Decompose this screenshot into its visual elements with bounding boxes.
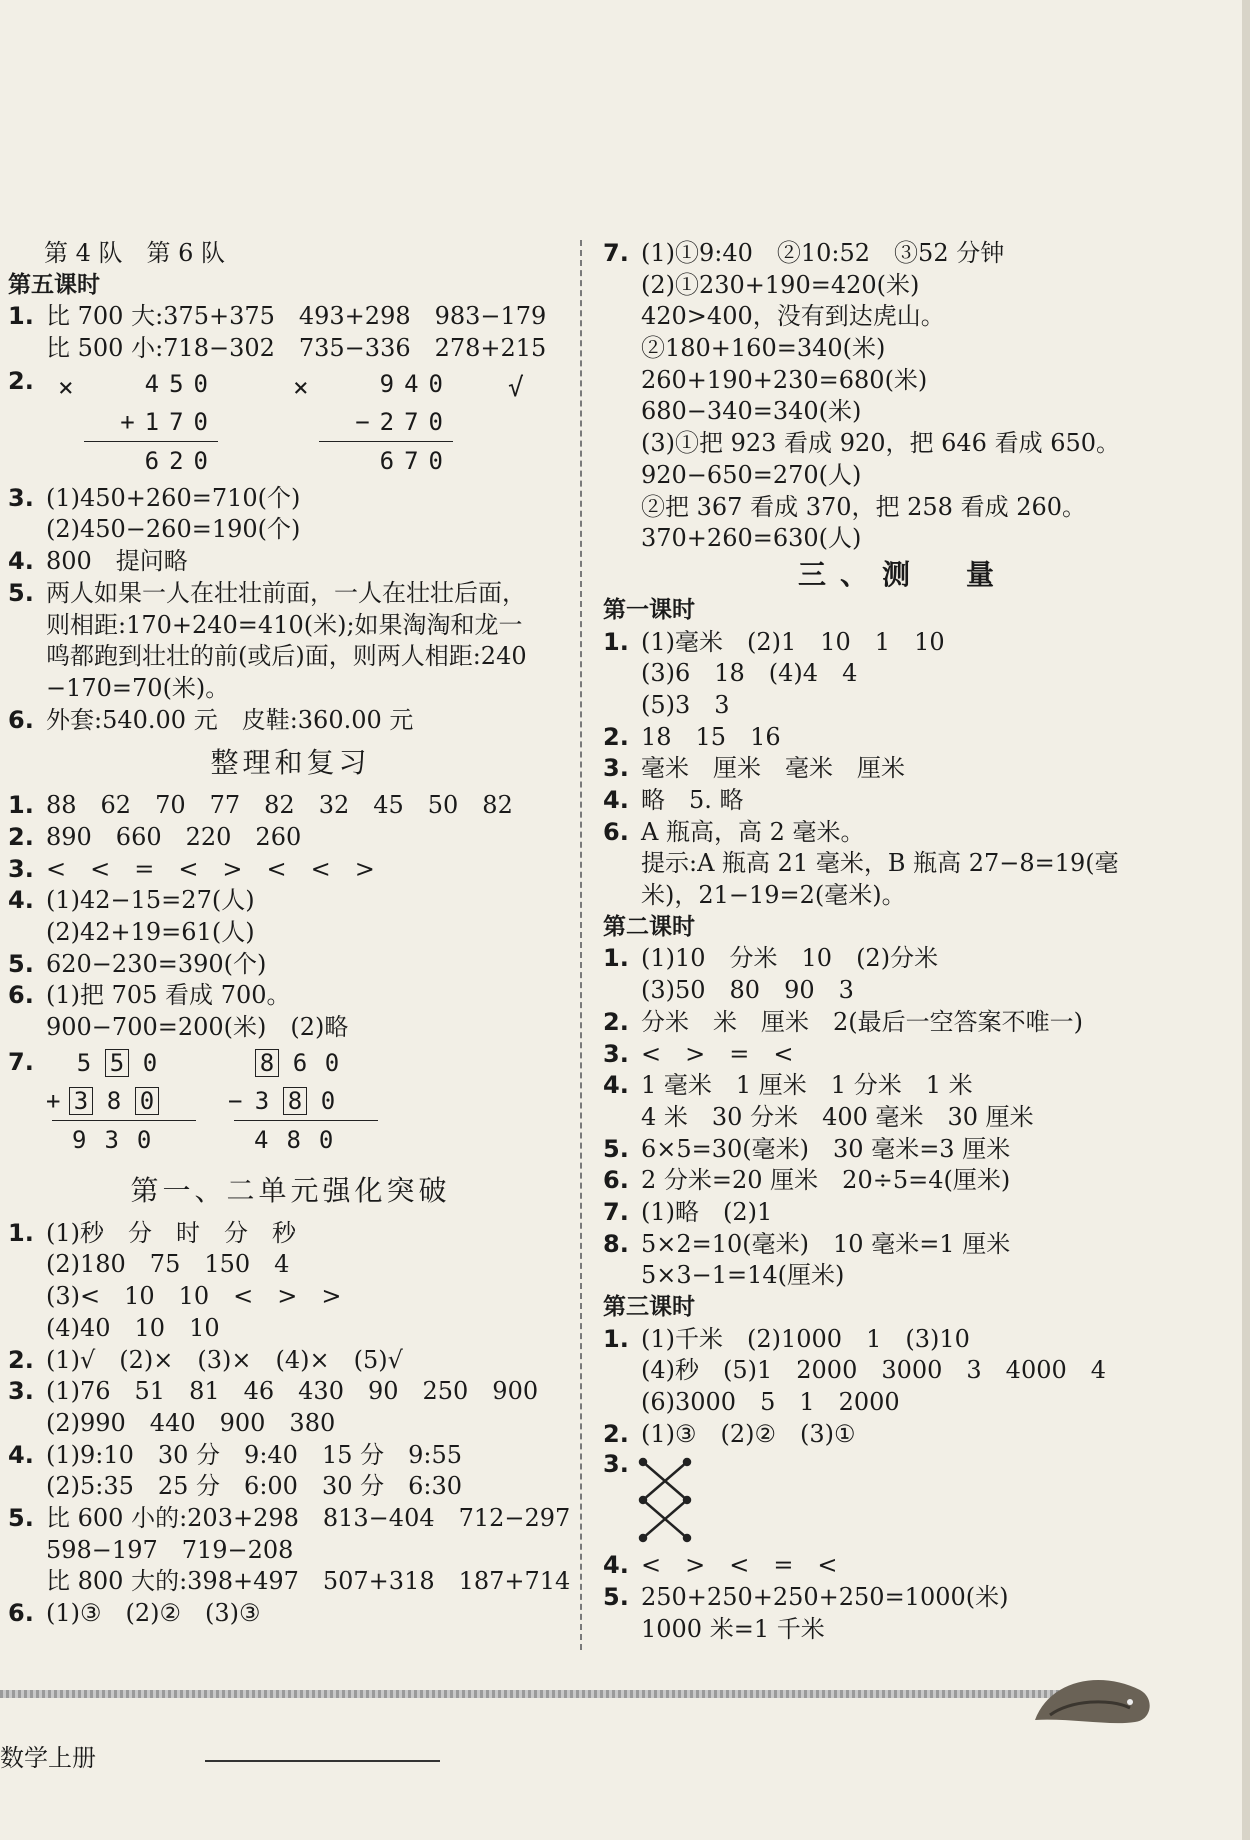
answer-line	[8, 980, 573, 1012]
answer-line	[603, 1324, 1203, 1356]
answer-line: 260+190+230=680(米)	[641, 365, 928, 394]
section-title-measure: 三、测 量	[797, 557, 1008, 591]
answer-line: (3)< 10 10 < > >	[46, 1282, 342, 1311]
answer-line: 则相距:170+240=410(米);如果淘淘和龙一	[46, 610, 523, 639]
question-number: 3.	[603, 754, 629, 783]
answer-line: (4)40 10 10	[46, 1313, 220, 1342]
question-number: 2.	[603, 1419, 629, 1448]
question-number: 6.	[603, 817, 629, 846]
question-number: 4.	[8, 547, 34, 576]
footer-rule	[205, 1760, 440, 1762]
answer-line: (3)①把 923 看成 920，把 646 看成 650。	[641, 429, 1121, 458]
page-edge	[1242, 0, 1250, 1840]
answer-line	[8, 1218, 573, 1250]
answer-line: 比 500 小:718−302 735−336 278+215	[46, 334, 547, 363]
answer-line	[8, 301, 573, 333]
footer-band	[0, 1690, 1060, 1698]
answer-text: (1)千米 (2)1000 1 (3)10	[641, 1324, 970, 1353]
question-number: 1.	[603, 944, 629, 973]
question-number: 5.	[603, 1134, 629, 1163]
answer-line: (3)6 18 (4)4 4	[641, 659, 858, 688]
section-title-unit12: 第一、二单元强化突破	[130, 1173, 451, 1207]
answer-text: 略 5. 略	[641, 786, 744, 814]
answer-line: (2)180 75 150 4	[46, 1250, 290, 1279]
digit: 6	[292, 1048, 308, 1077]
question-number: 2.	[8, 1345, 34, 1374]
matching-lines-icon	[635, 1454, 695, 1546]
answer-line: (2)42+19=61(人)	[46, 918, 255, 946]
answer-text: < < = < > < < >	[46, 854, 375, 883]
question-number: 3.	[8, 854, 34, 883]
answer-line: 米)，21−19=2(毫米)。	[641, 881, 906, 910]
answer-line: 420>400，没有到达虎山。	[641, 302, 945, 331]
answer-text: (1)秒 分 时 分 秒	[46, 1218, 296, 1247]
left-column	[8, 238, 573, 1630]
digit-box: 3	[69, 1087, 93, 1115]
question-number: 2.	[8, 366, 34, 395]
matching-figure-q3	[603, 1450, 1203, 1550]
vertical-calc-q2	[8, 365, 573, 483]
question-number: 1.	[8, 1218, 34, 1247]
answer-text: 620−230=390(个)	[46, 949, 267, 978]
calc-block-sub	[228, 1044, 378, 1159]
question-number: 2.	[603, 1007, 629, 1036]
answer-text: (1)450+260=710(个)	[46, 483, 301, 512]
calc-row: +170	[120, 407, 218, 436]
answer-line: (2)990 440 900 380	[46, 1408, 336, 1437]
question-number: 5.	[8, 578, 34, 607]
answer-line: ②180+160=340(米)	[641, 334, 886, 363]
calc-row: 620	[144, 446, 218, 475]
answer-text: < > = <	[641, 1039, 794, 1068]
answer-line	[603, 1229, 1203, 1261]
answer-line: (4)秒 (5)1 2000 3000 3 4000 4	[641, 1356, 1107, 1385]
answer-line	[603, 627, 1203, 659]
answer-line	[8, 578, 573, 610]
question-number: 5.	[603, 1583, 629, 1612]
lesson-heading: 第一课时	[603, 596, 695, 623]
answer-text: (1)毫米 (2)1 10 1 10	[641, 627, 945, 656]
answer-line	[8, 1376, 573, 1408]
answer-line	[8, 1345, 573, 1377]
answer-text: 毫米 厘米 毫米 厘米	[641, 754, 905, 783]
calc-row: −270	[355, 407, 453, 436]
answer-text: < > < = <	[641, 1551, 838, 1580]
answer-text: 5×2=10(毫米) 10 毫米=1 厘米	[641, 1229, 1011, 1258]
question-number: 3.	[603, 1450, 629, 1479]
answer-line	[603, 817, 1203, 849]
answer-line: 370+260=630(人)	[641, 524, 862, 553]
answer-line	[603, 1007, 1203, 1039]
answer-line	[603, 943, 1203, 975]
answer-text: (1)√ (2)× (3)× (4)× (5)√	[46, 1345, 403, 1374]
answer-line	[8, 483, 573, 515]
digit-box: 5	[105, 1049, 129, 1077]
answer-line: (6)3000 5 1 2000	[641, 1388, 900, 1417]
answer-text: 18 15 16	[641, 722, 781, 751]
answer-line: (2)5:35 25 分 6:00 30 分 6:30	[46, 1472, 463, 1501]
lesson-heading: 第三课时	[603, 1294, 695, 1320]
check-mark: √	[508, 372, 524, 403]
answer-line: (2)①230+190=420(米)	[641, 270, 920, 299]
question-number: 2.	[8, 822, 34, 851]
answer-text: 比 600 小的:203+298 813−404 712−297	[46, 1503, 571, 1532]
question-number: 3.	[8, 1377, 34, 1406]
calc-block-left	[78, 365, 218, 480]
answer-text: 1 毫米 1 厘米 1 分米 1 米	[641, 1071, 973, 1100]
text-line: 第 4 队 第 6 队	[44, 239, 226, 267]
answer-text: 800 提问略	[46, 547, 188, 576]
answer-text: (1)①9:40 ②10:52 ③52 分钟	[641, 239, 1005, 267]
answer-text: (1)42−15=27(人)	[46, 886, 255, 915]
question-number: 5.	[8, 949, 34, 978]
section-title-review: 整理和复习	[210, 746, 371, 780]
answer-line: 5×3−1=14(厘米)	[641, 1261, 845, 1290]
answer-line: ②把 367 看成 370，把 258 看成 260。	[641, 492, 1087, 521]
answer-line	[603, 1197, 1203, 1229]
answer-line	[8, 1503, 573, 1535]
digit-box: 0	[135, 1087, 159, 1115]
question-number: 7.	[603, 239, 629, 267]
calc-row: 930	[72, 1125, 170, 1154]
digit: 5	[76, 1048, 92, 1077]
answer-line: 1000 米=1 千米	[641, 1614, 825, 1643]
answer-line	[8, 854, 573, 886]
question-number: 4.	[603, 1071, 629, 1100]
answer-line	[8, 822, 573, 854]
answer-line	[8, 790, 573, 822]
answer-line	[603, 1039, 1203, 1071]
digit-box: 8	[283, 1087, 307, 1115]
question-number: 4.	[603, 1551, 629, 1580]
cross-mark: ×	[293, 372, 309, 403]
minus-sign: −	[228, 1086, 243, 1115]
answer-line	[603, 1134, 1203, 1166]
calc-block-add	[46, 1044, 196, 1159]
answer-text: (1)③ (2)② (3)①	[641, 1419, 856, 1448]
calc-row: 450	[144, 369, 218, 398]
answer-line	[603, 1582, 1203, 1614]
digit: 3	[254, 1086, 270, 1115]
digit: 0	[320, 1086, 336, 1115]
digit: 8	[106, 1086, 122, 1115]
answer-line	[603, 1419, 1203, 1451]
answer-text: (1)9:10 30 分 9:40 15 分 9:55	[46, 1440, 463, 1469]
question-number: 2.	[603, 722, 629, 751]
answer-line	[603, 1070, 1203, 1102]
answer-line	[8, 949, 573, 981]
answer-line: (5)3 3	[641, 690, 730, 719]
right-column	[603, 238, 1203, 1646]
answer-text: 890 660 220 260	[46, 822, 302, 851]
answer-text: 6×5=30(毫米) 30 毫米=3 厘米	[641, 1134, 1011, 1163]
question-number: 4.	[8, 886, 34, 915]
question-number: 5.	[8, 1503, 34, 1532]
question-number: 1.	[603, 1324, 629, 1353]
lesson-heading: 第五课时	[8, 271, 100, 298]
question-number: 1.	[603, 627, 629, 656]
answer-line	[603, 753, 1203, 785]
answer-text: 两人如果一人在壮壮前面，一人在壮壮后面，	[46, 578, 526, 607]
answer-line	[8, 885, 573, 917]
answer-line: 鸣都跑到壮壮的前(或后)面，则两人相距:240	[46, 642, 527, 671]
answer-text: 分米 米 厘米 2(最后一空答案不唯一)	[641, 1007, 1083, 1036]
decorative-animal-icon	[1030, 1660, 1160, 1750]
answer-line	[603, 1165, 1203, 1197]
book-label: 数学上册	[0, 1744, 96, 1772]
answer-text: 88 62 70 77 82 32 45 50 82	[46, 791, 513, 820]
cross-mark: ×	[58, 372, 74, 403]
answer-line: (3)50 80 90 3	[641, 976, 854, 1005]
answer-line: 680−340=340(米)	[641, 397, 862, 426]
answer-line: (2)450−260=190(个)	[46, 515, 301, 544]
answer-text: 250+250+250+250=1000(米)	[641, 1583, 1009, 1612]
answer-text: (1)把 705 看成 700。	[46, 981, 291, 1010]
question-number: 3.	[603, 1039, 629, 1068]
answer-line: 4 米 30 分米 400 毫米 30 厘米	[641, 1102, 1034, 1131]
answer-text: (1)76 51 81 46 430 90 250 900	[46, 1377, 539, 1406]
question-number: 6.	[8, 705, 34, 734]
answer-text: 2 分米=20 厘米 20÷5=4(厘米)	[641, 1166, 1011, 1195]
calc-row: 940	[379, 369, 453, 398]
vertical-calc-q7	[8, 1044, 573, 1164]
calc-row: 670	[379, 446, 453, 475]
answer-line: −170=70(米)。	[46, 673, 230, 702]
answer-line: 920−650=270(人)	[641, 460, 862, 489]
answer-line	[603, 238, 1203, 270]
digit: 0	[324, 1048, 340, 1077]
question-number: 4.	[8, 1440, 34, 1469]
question-number: 8.	[603, 1229, 629, 1258]
answer-line	[603, 722, 1203, 754]
answer-line	[8, 1440, 573, 1472]
question-number: 1.	[8, 791, 34, 820]
question-number: 3.	[8, 483, 34, 512]
answer-text: (1)10 分米 10 (2)分米	[641, 944, 939, 973]
digit-box: 8	[255, 1049, 279, 1077]
answer-text: 比 700 大:375+375 493+298 983−179	[46, 302, 547, 331]
digit: 0	[142, 1048, 158, 1077]
calc-row: 480	[254, 1125, 352, 1154]
answer-line	[8, 1598, 573, 1630]
question-number: 7.	[8, 1047, 34, 1076]
lesson-heading: 第二课时	[603, 913, 695, 940]
calc-block-right	[313, 365, 453, 480]
question-number: 7.	[603, 1197, 629, 1226]
answer-line	[603, 785, 1203, 817]
question-number: 6.	[8, 1599, 34, 1627]
plus-sign: +	[46, 1086, 61, 1115]
answer-line: 900−700=200(米) (2)略	[46, 1013, 349, 1042]
question-number: 4.	[603, 786, 629, 814]
answer-line	[8, 705, 573, 737]
question-number: 1.	[8, 302, 34, 331]
answer-line: 598−197 719−208	[46, 1535, 294, 1564]
column-divider	[580, 240, 582, 1650]
answer-text: (1)略 (2)1	[641, 1197, 773, 1226]
answer-line	[8, 546, 573, 578]
answer-line: 提示:A 瓶高 21 毫米，B 瓶高 27−8=19(毫	[641, 849, 1119, 878]
answer-line	[603, 1550, 1203, 1582]
answer-line: 比 800 大的:398+497 507+318 187+714	[46, 1567, 571, 1596]
question-number: 6.	[8, 981, 34, 1010]
question-number: 6.	[603, 1166, 629, 1195]
answer-text: 外套:540.00 元 皮鞋:360.00 元	[46, 705, 414, 734]
answer-text: A 瓶高，高 2 毫米。	[641, 817, 865, 846]
answer-text: (1)③ (2)② (3)③	[46, 1599, 261, 1627]
